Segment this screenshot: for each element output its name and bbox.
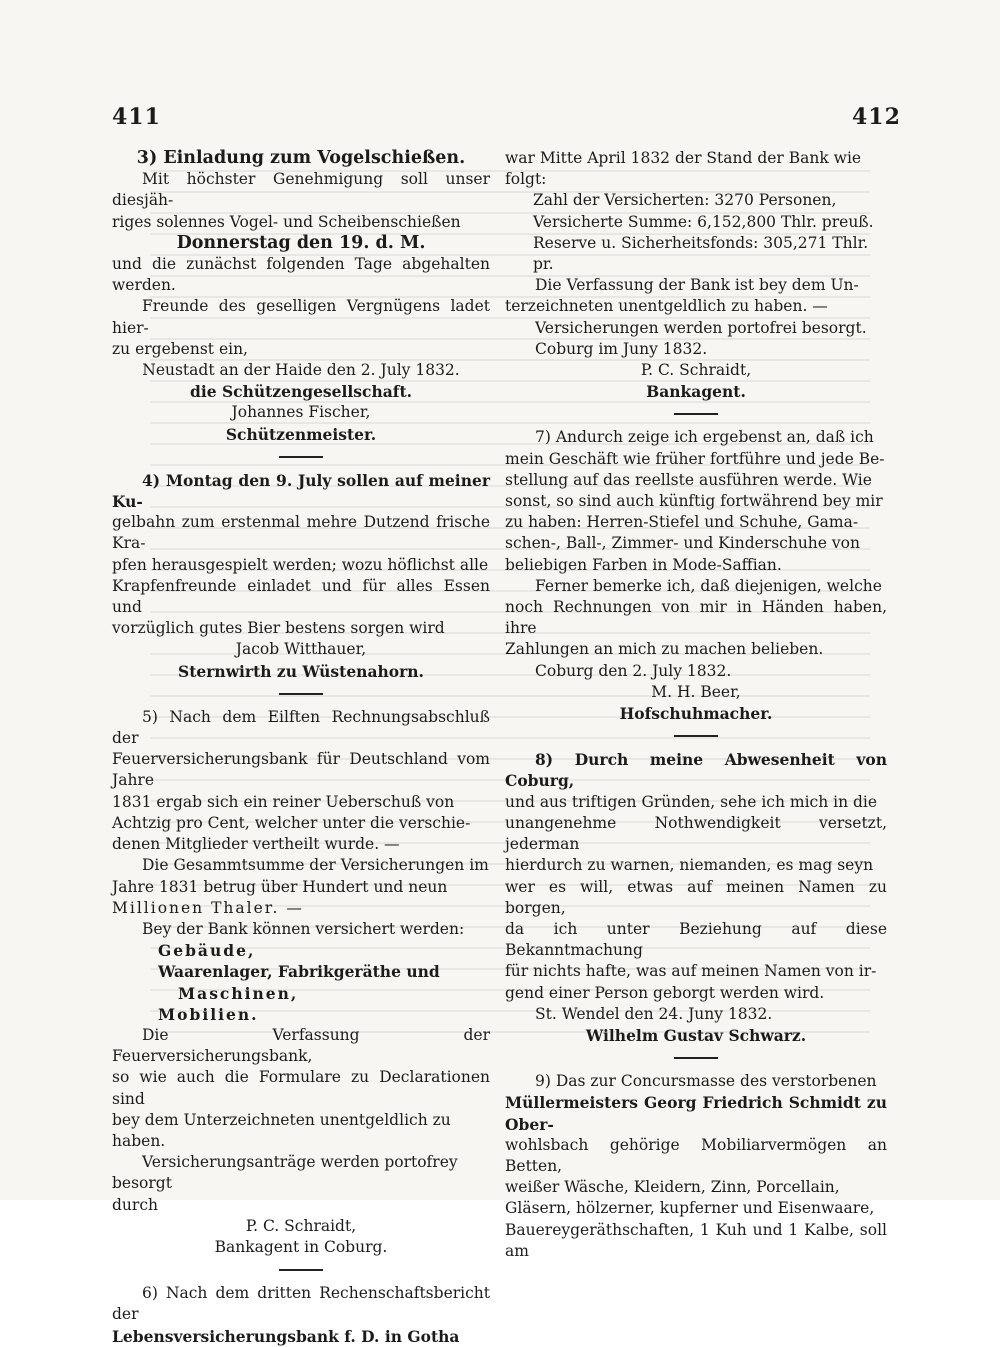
text-line: Mit höchster Genehmigung soll unser diesjäh- [112, 170, 490, 210]
signature-role: Bankagent in Coburg. [214, 1237, 388, 1256]
page-number-right: 412 [852, 104, 901, 130]
signature-role: Bankagent. [646, 382, 746, 402]
list-item: Waarenlager, Fabrikgeräthe und [158, 962, 440, 982]
text-line: Müllermeisters Georg Friedrich Schmidt zu Ober- [505, 1093, 887, 1134]
text-line: für nichts hafte, was auf meinen Namen von ir- [505, 962, 877, 981]
text-line: 8) Durch meine Abwesenheit von Coburg, [505, 750, 887, 791]
notice-6-continued [505, 148, 887, 402]
page-number-left: 411 [112, 104, 161, 130]
signature-role: Hofschuhmacher. [619, 704, 773, 724]
text-line: unangenehme Nothwendigkeit versetzt, jederman [505, 813, 887, 854]
signature-name: Wilhelm Gustav Schwarz. [585, 1025, 807, 1045]
text-line: Die Gesammtsumme der Versicherungen im [142, 856, 489, 875]
text-line: Feuerversicherungsbank für Deutschland vom Jahre [112, 750, 490, 790]
text-line: Die Verfassung der Bank ist bey dem Un- [535, 276, 859, 295]
text-line: stellung auf das reellste ausführen werde. Wie [505, 470, 872, 489]
section-divider [674, 1057, 718, 1059]
place-date: Coburg den 2. July 1832. [535, 661, 732, 680]
notice-4 [112, 470, 490, 682]
text-line: durch [112, 1195, 158, 1214]
text-line: 9) Das zur Concursmasse des verstorbenen [535, 1072, 877, 1091]
section-divider [674, 735, 718, 737]
text-line: beliebigen Farben in Mode-Saffian. [505, 555, 782, 574]
text-line: 7) Andurch zeige ich ergebenst an, daß ich [535, 428, 874, 447]
text-line: Achtzig pro Cent, welcher unter die verschie- [112, 813, 471, 832]
notice-8 [505, 749, 887, 1046]
notice-5 [112, 707, 490, 1258]
section-divider [279, 1269, 323, 1271]
event-date: Donnerstag den 19. d. M. [176, 232, 426, 253]
text-line: wohlsbach gehörige Mobiliarvermögen an Betten, [505, 1135, 887, 1175]
text-line: sonst, so sind auch künftig fortwährend bey mir [505, 492, 883, 511]
signature-org: die Schützengesellschaft. [189, 382, 412, 402]
text-line: 1831 ergab sich ein reiner Ueberschuß von [112, 792, 455, 811]
notice-7 [505, 427, 887, 724]
signature-role: Sternwirth zu Wüstenahorn. [178, 661, 424, 681]
text-line: pfen herausgespielt werden; wozu höflichst alle [112, 555, 489, 574]
statistic-line: Zahl der Versicherten: 3270 Personen, [533, 191, 837, 210]
text-line: und aus triftigen Gründen, sehe ich mich in die [505, 792, 878, 811]
text-line: 5) Nach dem Eilften Rechnungsabschluß der [112, 707, 490, 748]
section-divider [279, 456, 323, 458]
signature-name: P. C. Schraidt, [245, 1216, 357, 1235]
text-line: Freunde des geselligen Vergnügens ladet hier- [112, 297, 490, 337]
text-line: Bey der Bank können versichert werden: [142, 919, 465, 938]
notice-6 [112, 1283, 490, 1347]
text-line: Lebensversicherungsbank f. D. in Gotha [112, 1326, 460, 1346]
signature-name: Jacob Witthauer, [235, 640, 367, 659]
text-line: Die Verfassung der Feuerversicherungsbank, [112, 1025, 490, 1066]
statistic-line: Reserve u. Sicherheitsfonds: 305,271 Thlr. pr. [533, 233, 869, 274]
text-line: bey dem Unterzeichneten unentgeldlich zu haben. [112, 1110, 451, 1150]
text-line: so wie auch die Formulare zu Declarationen sind [112, 1068, 490, 1108]
signature-role: Schützenmeister. [225, 424, 377, 444]
section-divider [674, 413, 718, 415]
notice-9 [505, 1071, 887, 1262]
list-item: Mobilien. [158, 1004, 259, 1024]
text-line: Gläsern, hölzerner, kupferner und Eisenwaare, [505, 1199, 875, 1218]
text-line: zu ergebenst ein, [112, 339, 248, 358]
signature-name: Johannes Fischer, [231, 403, 371, 422]
text-line: terzeichneten unentgeldlich zu haben. — [505, 297, 828, 316]
text-line: da ich unter Beziehung auf diese Bekanntmachung [505, 919, 887, 960]
text-line: gend einer Person geborgt werden wird. [505, 983, 825, 1002]
text-line: Zahlungen an mich zu machen belieben. [505, 640, 824, 659]
text-line: Krapfenfreunde einladet und für alles Essen und [112, 576, 490, 617]
text-line: 6) Nach dem dritten Rechenschaftsbericht der [112, 1284, 490, 1324]
text-line: hierdurch zu warnen, niemanden, es mag seyn [505, 856, 874, 875]
notice-title: 3) Einladung zum Vogelschießen. [136, 148, 466, 168]
text-line: Versicherungen werden portofrei besorgt. [535, 318, 867, 337]
text-line: zu haben: Herren-Stiefel und Schuhe, Gama- [505, 513, 859, 532]
text-line: wer es will, etwas auf meinen Namen zu borgen, [505, 877, 887, 917]
text-line: gelbahn zum erstenmal mehre Dutzend frische Kra- [112, 513, 490, 553]
section-divider [279, 693, 323, 695]
list-item: Maschinen, [178, 983, 299, 1003]
text-line: riges solennes Vogel- und Scheibenschießen [112, 212, 461, 231]
place-date: St. Wendel den 24. Juny 1832. [535, 1004, 773, 1023]
place-date: Neustadt an der Haide den 2. July 1832. [142, 361, 460, 380]
text-line: Versicherungsanträge werden portofrey besorgt [112, 1153, 458, 1193]
text-line: weißer Wäsche, Kleidern, Zinn, Porcellain, [505, 1178, 840, 1197]
text-line: schen-, Ball-, Zimmer- und Kinderschuhe von [505, 534, 860, 553]
text-line: Millionen Thaler. — [112, 898, 304, 917]
text-line: denen Mitglieder vertheilt wurde. — [112, 835, 400, 854]
statistic-line: Versicherte Summe: 6,152,800 Thlr. preuß. [533, 212, 874, 231]
text-line: und die zunächst folgenden Tage abgehalten werden. [112, 255, 490, 295]
notice-3 [112, 148, 490, 445]
text-line: war Mitte April 1832 der Stand der Bank wie [505, 149, 862, 167]
text-line: Jahre 1831 betrug über Hundert und neun [112, 877, 448, 896]
text-line: vorzüglich gutes Bier bestens sorgen wird [112, 619, 445, 638]
text-line: Ferner bemerke ich, daß diejenigen, welche [535, 576, 882, 595]
signature-name: P. C. Schraidt, [640, 361, 752, 380]
text-line: mein Geschäft wie früher fortführe und jede Be- [505, 449, 885, 468]
signature-name: M. H. Beer, [651, 682, 741, 701]
text-line: noch Rechnungen von mir in Händen haben, ihre [505, 598, 887, 638]
text-line: folgt: [505, 170, 547, 189]
right-column [505, 148, 887, 1262]
left-column [112, 148, 490, 1347]
place-date: Coburg im Juny 1832. [535, 339, 708, 358]
list-item: Gebäude, [158, 941, 256, 961]
text-line: Bauereygeräthschaften, 1 Kuh und 1 Kalbe, soll am [505, 1220, 887, 1260]
text-line: 4) Montag den 9. July sollen auf meiner Ku- [112, 470, 490, 512]
